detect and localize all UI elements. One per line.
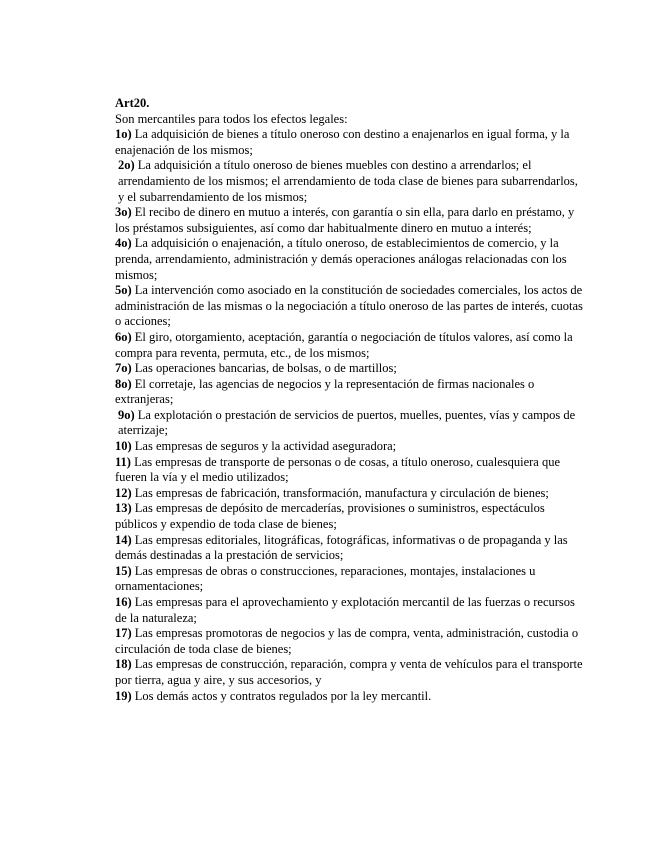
item-number: 5o) (115, 283, 132, 298)
item-number: 15) (115, 563, 132, 578)
list-item (115, 455, 585, 486)
item-number: 4o) (115, 236, 132, 251)
item-text: Las empresas promotoras de negocios y las de compra, venta, administración, custodia o circulación de toda clase de bienes; (115, 626, 579, 656)
list-item (115, 595, 585, 626)
list-item (115, 564, 585, 595)
list-item (115, 361, 585, 377)
list-item (115, 205, 585, 236)
list-item (115, 127, 585, 158)
item-text: Las empresas de fabricación, transformación, manufactura y circulación de bienes; (131, 485, 549, 500)
item-text: Las empresas de transporte de personas o de cosas, a título oneroso, cualesquiera que fueren la vía y el medio utilizados; (115, 454, 561, 485)
list-item (115, 626, 585, 657)
item-number: 2o) (118, 158, 135, 173)
article-intro: Son mercantiles para todos los efectos legales: (115, 111, 348, 126)
item-number: 14) (115, 532, 132, 547)
item-number: 9o) (118, 407, 135, 422)
list-item (115, 689, 585, 705)
item-text: Los demás actos y contratos regulados por la ley mercantil. (131, 688, 432, 703)
item-number: 8o) (115, 376, 132, 391)
item-text: La adquisición o enajenación, a título oneroso, de establecimientos de comercio, y la prenda, arrendamiento, administración y demás operaciones análogas relacionadas con los mismos; (115, 236, 567, 282)
item-text: Las empresas editoriales, litográficas, fotográficas, informativas o de propaganda y las demás destinadas a la prestación de servicios; (115, 532, 568, 563)
item-text: Las empresas de depósito de mercaderías, provisiones o suministros, espectáculos públicos y expendio de toda clase de bienes; (115, 501, 545, 532)
list-item (115, 408, 585, 439)
list-item (115, 439, 585, 455)
item-number: 3o) (115, 205, 132, 220)
item-text: La intervención como asociado en la constitución de sociedades comerciales, los actos de administración de las mismas o la negociación a título oneroso de las partes de interés, cuotas o acciones; (115, 283, 583, 329)
item-number: 19) (115, 688, 132, 703)
item-text: Las empresas para el aprovechamiento y explotación mercantil de las fuerzas o recursos de la naturaleza; (115, 595, 575, 625)
list-item (115, 158, 585, 205)
item-text: Las empresas de obras o construcciones, reparaciones, montajes, instalaciones u ornamentaciones; (115, 563, 536, 594)
list-item (115, 330, 585, 361)
item-number: 11) (115, 454, 131, 469)
list-item (115, 657, 585, 688)
item-text: Las empresas de seguros y la actividad aseguradora; (131, 439, 397, 454)
item-number: 10) (115, 439, 132, 454)
item-text: El giro, otorgamiento, aceptación, garantía o negociación de títulos valores, así como la compra para reventa, permuta, etc., de los mismos; (115, 329, 573, 360)
document-body (115, 96, 585, 704)
item-number: 18) (115, 657, 132, 672)
item-text: Las operaciones bancarias, de bolsas, o de martillos; (131, 361, 397, 376)
item-text: La adquisición de bienes a título oneroso con destino a enajenarlos en igual forma, y la enajenación de los mismos; (115, 127, 570, 157)
item-number: 16) (115, 595, 132, 609)
item-text: Las empresas de construcción, reparación, compra y venta de vehículos para el transporte por tierra, agua y aire, y sus accesorios, y (115, 657, 583, 687)
item-text: La explotación o prestación de servicios de puertos, muelles, puentes, vías y campos de aterrizaje; (118, 407, 576, 438)
list-item (115, 377, 585, 408)
article-title: Art20. (115, 96, 150, 110)
list-item (115, 501, 585, 532)
list-item (115, 283, 585, 330)
item-number: 12) (115, 485, 132, 500)
list-item (115, 236, 585, 283)
list-item (115, 533, 585, 564)
item-number: 13) (115, 501, 132, 516)
item-number: 1o) (115, 127, 132, 142)
item-text: El corretaje, las agencias de negocios y la representación de firmas nacionales o extranjeras; (115, 376, 535, 407)
item-number: 17) (115, 626, 132, 641)
item-text: La adquisición a título oneroso de bienes muebles con destino a arrendarlos; el arrendamiento de los mismos; el arrendamiento de toda clase de bienes para subarrendarlos, y el subarrendamiento de los mismos; (118, 158, 578, 204)
list-item (115, 486, 585, 502)
item-number: 6o) (115, 329, 132, 344)
item-text: El recibo de dinero en mutuo a interés, con garantía o sin ella, para darlo en préstamo, y los préstamos subsiguientes, así como dar habitualmente dinero en mutuo a interés; (115, 205, 575, 235)
item-number: 7o) (115, 361, 132, 376)
